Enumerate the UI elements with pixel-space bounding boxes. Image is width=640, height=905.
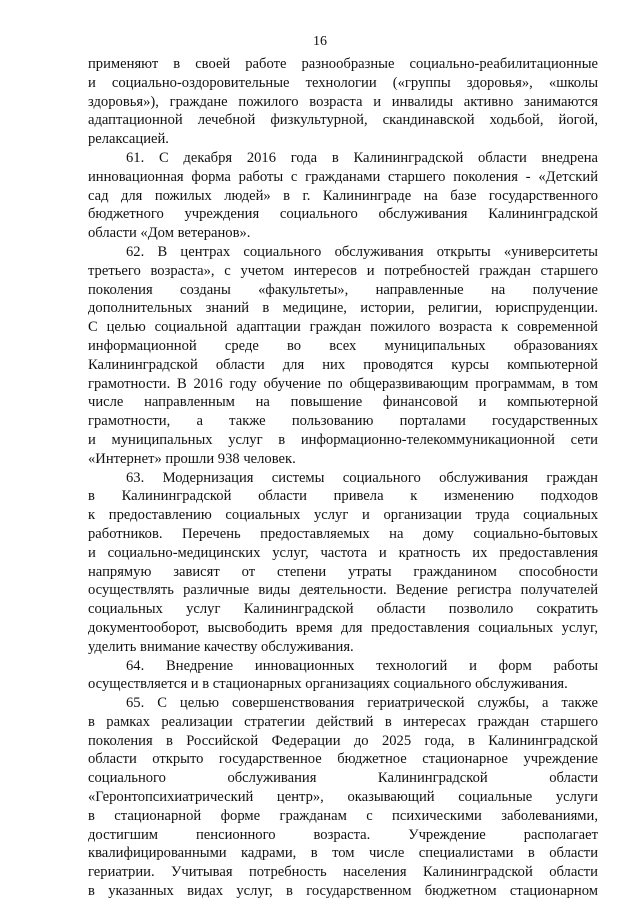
text-line: 63. Модернизация системы социального обслуживания граждан — [126, 469, 598, 486]
text-line: «Геронтопсихиатрический центр», оказывающий социальные услуги — [88, 789, 598, 806]
text-line: 65. С целью совершенствования гериатрической службы, а также — [126, 695, 598, 712]
text-line: поколения созданы «факультеты», направленные на получение — [88, 281, 598, 298]
text-line: осуществляется и в стационарных организациях социального обслуживания. — [88, 676, 568, 693]
text-line: и социально-оздоровительные технологии («группы здоровья», «школы — [88, 74, 598, 91]
text-line: напрямую зависят от степени утраты гражданином способности — [88, 563, 598, 580]
text-line: к предоставлению социальных услуг и организации труда социальных — [88, 507, 598, 524]
text-line: работников. Перечень предоставляемых на дому социально-бытовых — [88, 525, 598, 542]
text-line: грамотности. В 2016 году обучение по общеразвивающим программам, в том — [88, 375, 598, 392]
text-line: числе направленным на повышение финансовой и компьютерной — [88, 394, 598, 411]
text-line: в указанных видах услуг, в государственном бюджетном стационарном — [88, 883, 598, 900]
text-line: 61. С декабря 2016 года в Калининградской области внедрена — [126, 149, 598, 166]
text-line: и муниципальных услуг в информационно-телекоммуникационной сети — [88, 431, 598, 448]
text-line: «Интернет» прошли 938 человек. — [88, 450, 296, 467]
text-line: поколения в Российской Федерации до 2025 года, в Калининградской — [88, 732, 598, 749]
text-line: бюджетного учреждения социального обслуживания Калининградской — [88, 206, 598, 223]
text-line: области «Дом ветеранов». — [88, 225, 251, 242]
text-line: С целью социальной адаптации граждан пожилого возраста к современной — [88, 319, 598, 336]
text-line: гериатрии. Учитывая потребность населения Калининградской области — [88, 864, 598, 881]
text-line: 64. Внедрение инновационных технологий и форм работы — [126, 657, 598, 674]
text-line: и социально-медицинских услуг, частота и кратность их предоставления — [88, 544, 598, 561]
text-line: сад для пожилых людей» в г. Калининграде на базе государственного — [88, 187, 598, 204]
text-line: дополнительных знаний в медицине, истории, религии, юриспруденции. — [88, 300, 598, 317]
text-line: в Калининградской области привела к изменению подходов — [88, 488, 598, 505]
text-line: области открыто государственное бюджетное стационарное учреждение — [88, 751, 598, 768]
text-line: грамотности, а также пользованию порталами государственных — [88, 413, 598, 430]
text-line: в рамках реализации стратегии действий в интересах граждан старшего — [88, 713, 598, 730]
text-line: применяют в своей работе разнообразные социально-реабилитационные — [88, 56, 598, 72]
text-line: Калининградской области для них проводятся курсы компьютерной — [88, 356, 598, 373]
text-line: третьего возраста», с учетом интересов и потребностей граждан старшего — [88, 262, 598, 279]
text-line: информационной среде во всех муниципальных образованиях — [88, 337, 598, 354]
text-line: документооборот, высвободить время для предоставления социальных услуг, — [88, 619, 598, 636]
page-number: 16 — [313, 34, 327, 49]
text-line: в стационарной форме гражданам с психическими заболеваниями, — [88, 807, 598, 824]
text-line: релаксацией. — [88, 131, 169, 148]
text-line: уделить внимание качеству обслуживания. — [88, 638, 354, 655]
text-line: 62. В центрах социального обслуживания открыты «университеты — [126, 243, 598, 260]
text-line: осуществлять различные виды деятельности. Ведение регистра получателей — [88, 582, 598, 599]
text-line: социального обслуживания Калининградской области — [88, 770, 598, 787]
body-text — [88, 55, 598, 901]
text-line: квалифицированными кадрами, в том числе специалистами в области — [88, 845, 598, 862]
text-line: здоровья»), граждане пожилого возраста и инвалиды активно занимаются — [88, 93, 598, 110]
text-line: адаптационной лечебной физкультурной, скандинавской ходьбой, йогой, — [88, 112, 598, 129]
text-line: социальных услуг Калининградской области позволило сократить — [88, 601, 598, 618]
text-line: достигшим пенсионного возраста. Учреждение располагает — [88, 826, 598, 843]
text-line: инновационная форма работы с гражданами старшего поколения - «Детский — [88, 168, 598, 185]
